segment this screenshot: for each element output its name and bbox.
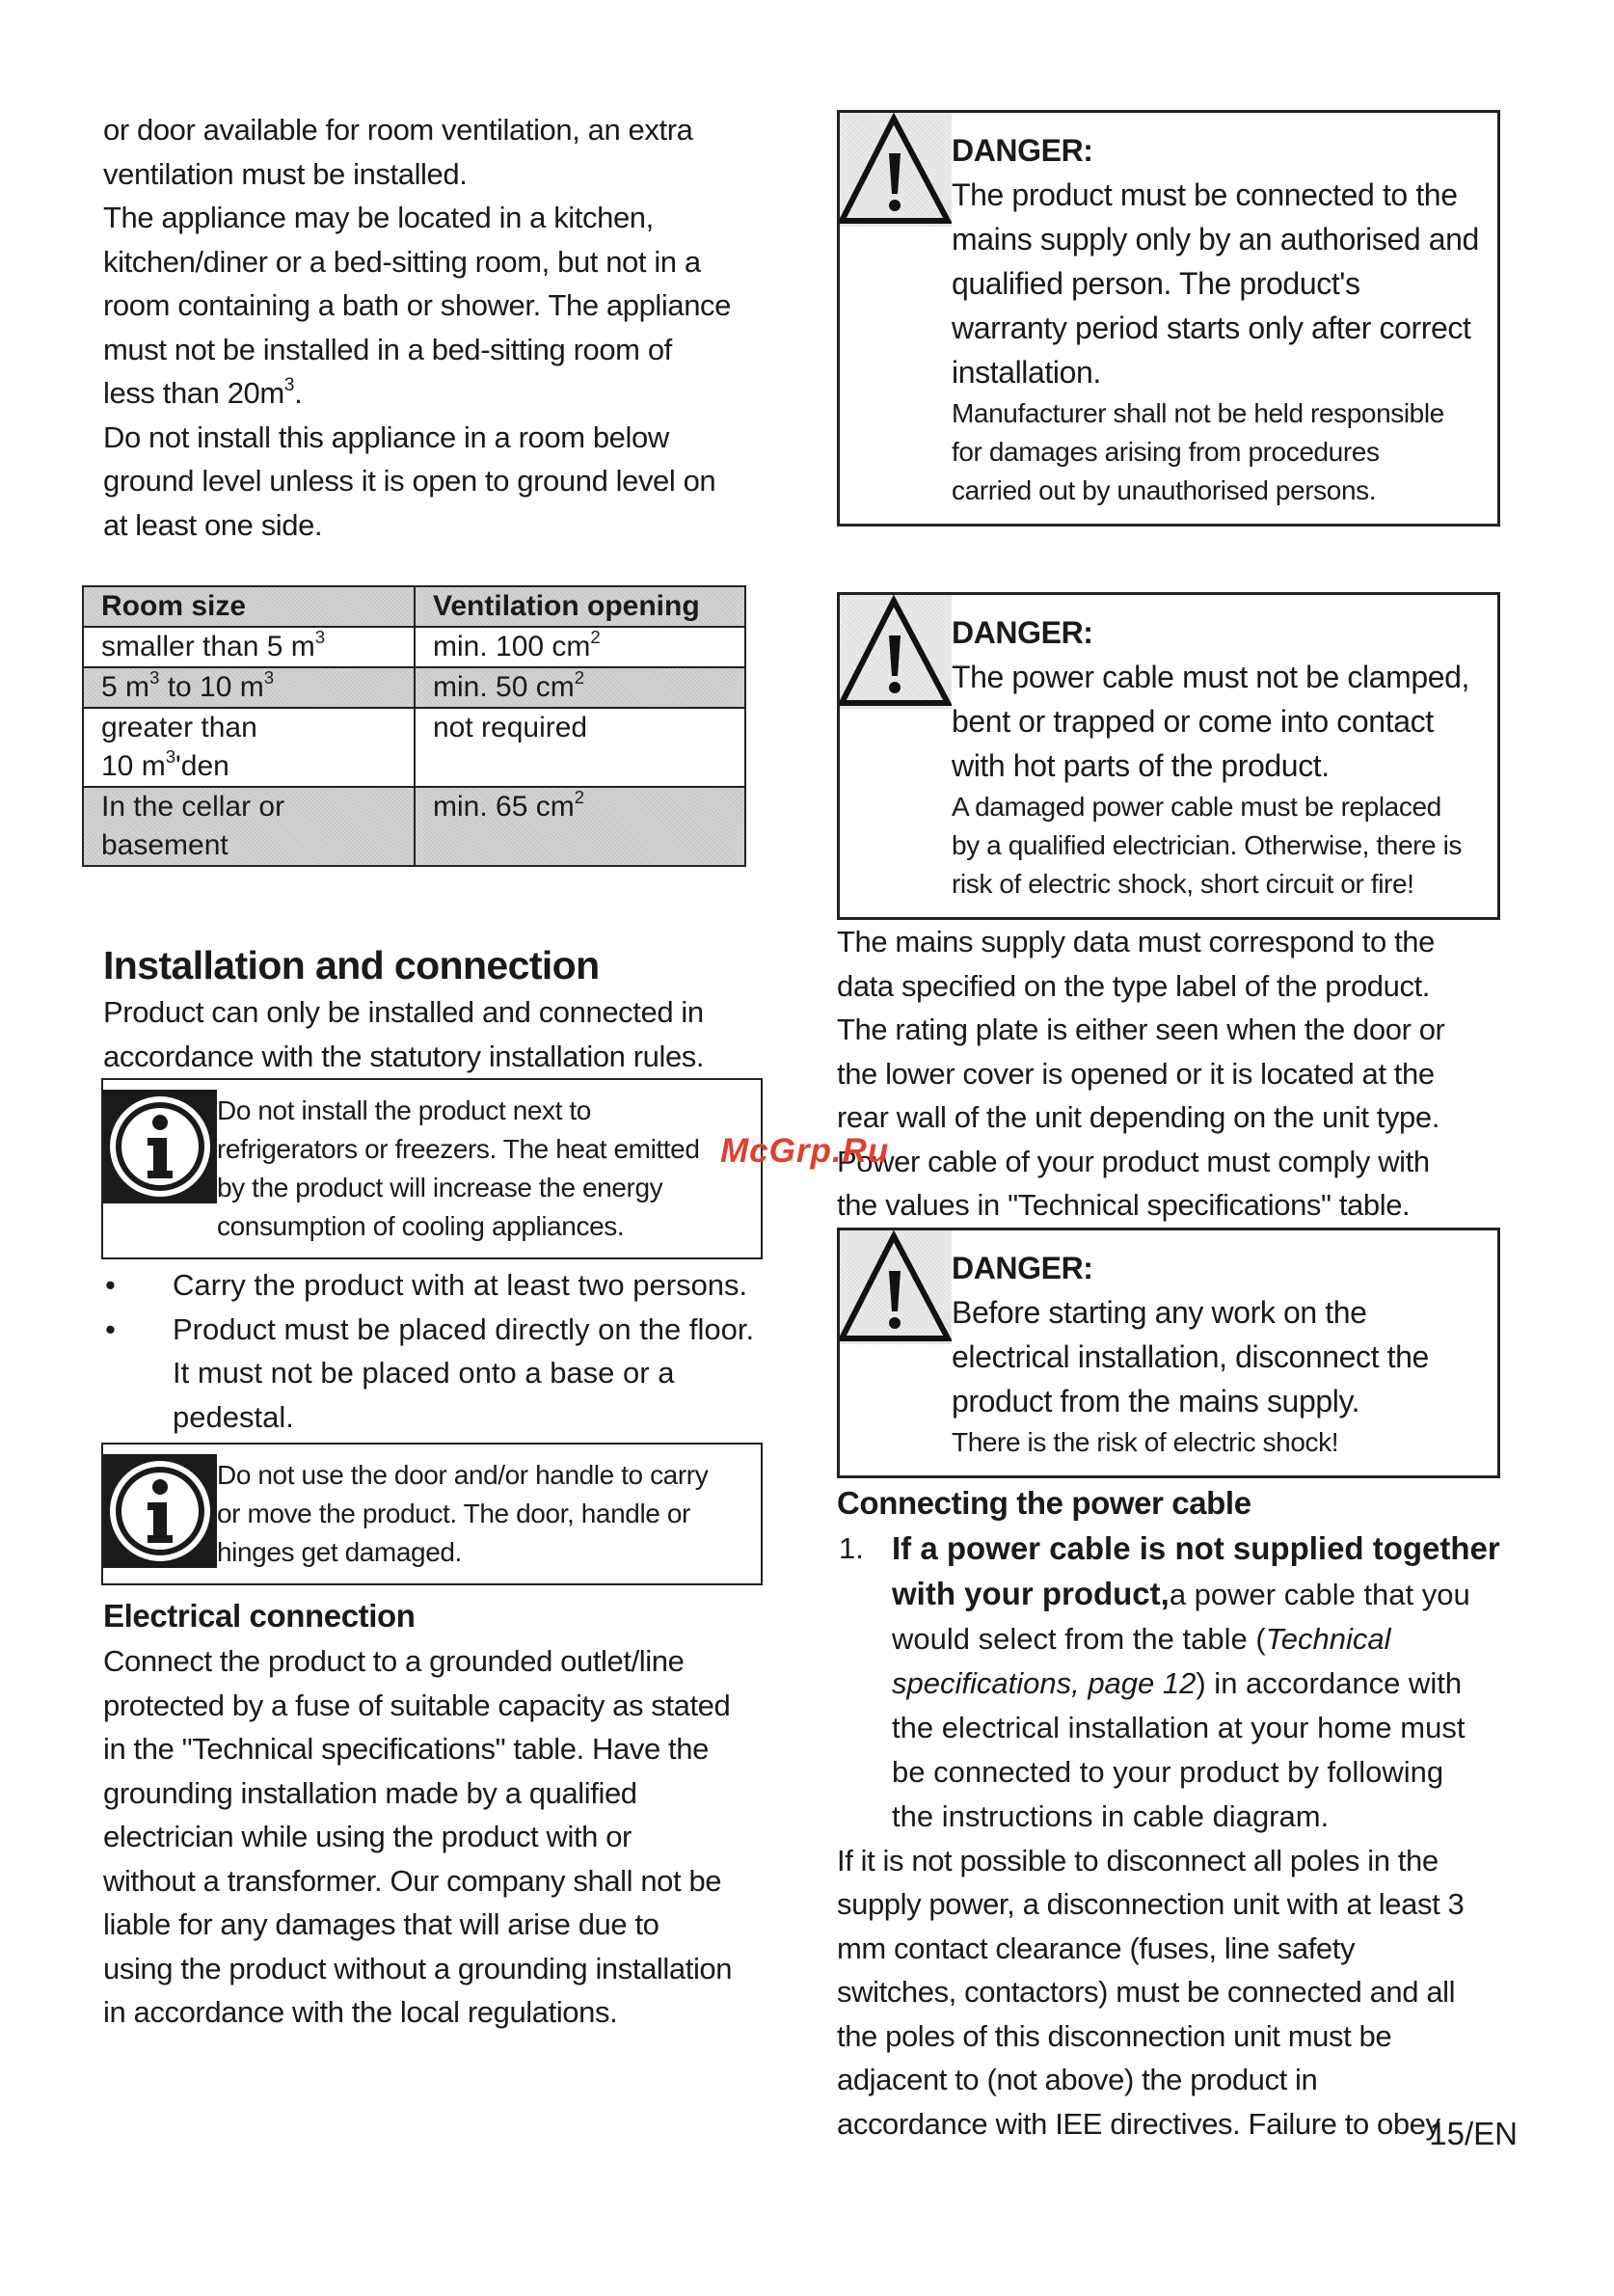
info-note-refrigerators [101,1078,763,1259]
text-line: The mains supply data must correspond to the [837,925,1435,959]
text-line: refrigerators or freezers. The heat emitted [217,1134,700,1164]
text-line: Before starting any work on the [952,1294,1367,1330]
text-line: risk of electric shock, short circuit or fire! [952,869,1414,899]
table-cell: 5 $m^3$ to 10 $m^3$ [83,667,415,708]
text-line: with hot parts of the product. [952,748,1330,783]
text-line: in the "Technical specifications" table. Have the [103,1732,709,1766]
text-line: product from the mains supply. [952,1383,1360,1418]
intro-paragraph [103,108,780,547]
danger-box-authorised-person [837,110,1500,527]
text-line: The product must be connected to the [952,177,1458,212]
table-header-cell: Room size [83,586,415,627]
text-line: without a transformer. Our company shall not be [103,1863,722,1898]
text-line: mm contact clearance (fuses, line safety [837,1931,1356,1965]
cable-steps-list [837,1526,1520,1839]
text-line: hinges get damaged. [217,1537,462,1567]
warning-triangle-icon [840,113,952,227]
text-line: supply power, a disconnection unit with at least 3 [837,1887,1465,1921]
text-line: consumption of cooling appliances. [217,1211,625,1241]
text-line: or move the product. The door, handle or [217,1499,690,1528]
list-item: • Carry the product with at least two persons. [103,1263,780,1308]
text-line: The power cable must not be clamped, [952,660,1470,694]
warning-icon-box [840,595,952,709]
text-line: Do not install this appliance in a room below [103,419,669,454]
table-row [83,667,745,708]
list-item: 1. If a power cable is not supplied together with your product,a power cable that you would select from the table (Technical specifications, page 12) in accordance with the electrical installation at your home must be connected to your product by following the instructions in cable diagram. [839,1529,1500,1833]
danger-box-disconnect [837,1228,1500,1478]
info-note-door-handle [101,1443,763,1585]
table-cell: min. 65 $cm^2$ [415,787,745,866]
text-line: must not be installed in a bed-sitting room of [103,332,672,366]
warning-triangle-icon [840,1230,952,1344]
text-line: Power cable of your product must comply with [837,1144,1430,1178]
text-line: in accordance with the local regulations. [103,1995,618,2029]
mains-supply-paragraph [837,920,1520,1228]
table-cell: In the cellar or basement [83,787,415,866]
text-line: The appliance may be located in a kitchen, [103,201,654,234]
text-line: data specified on the type label of the product. [837,968,1431,1003]
text-line: There is the risk of electric shock! [952,1426,1339,1457]
text-line: the lower cover is opened or it is located at the [837,1056,1435,1091]
table-row [83,787,745,866]
table-row [83,708,745,787]
info-icon [103,1090,217,1203]
text-line: accordance with IEE directives. Failure to obey [837,2106,1440,2141]
text-line: at least one side. [103,507,323,542]
text-line: by a qualified electrician. Otherwise, there is [952,830,1463,860]
text-line: warranty period starts only after correct [952,311,1471,345]
danger-title: DANGER: [952,133,1093,168]
bullet-list [103,1263,780,1439]
text-line: carried out by unauthorised persons. [952,475,1377,505]
text-line: qualified person. The product's [952,266,1360,301]
text-line: mains supply only by an authorised and [952,222,1479,257]
left-column [103,108,780,2035]
text-line: by the product will increase the energy [217,1173,663,1202]
text-line: the poles of this disconnection unit must be [837,2018,1392,2053]
text-line: liable for any damages that will arise due to [103,1907,659,1941]
text-line: electrician while using the product with or [103,1820,632,1853]
info-icon [103,1454,217,1568]
disconnect-poles-paragraph [837,1839,1520,2147]
text-line: using the product without a grounding installation [103,1951,733,1985]
text-line: accordance with the statutory installation rules. [103,1039,705,1073]
right-column [837,110,1520,2146]
text-line: ventilation must be installed. [103,156,468,191]
watermark: McGrp.Ru [720,1132,890,1170]
table-cell: smaller than 5 $m^3$ [83,627,415,667]
danger-box-power-cable [837,592,1500,920]
warning-triangle-icon [840,595,952,709]
warning-icon-box [840,113,952,227]
text-line: kitchen/diner or a bed-sitting room, but not in a [103,244,701,279]
text-line: electrical installation, disconnect the [952,1338,1429,1374]
text-line: A damaged power cable must be replaced [952,792,1441,822]
text-line: Do not install the product next to [217,1095,591,1125]
text-line: switches, contactors) must be connected and all [837,1975,1456,2009]
connecting-power-cable-heading: Connecting the power cable [837,1484,1251,1521]
danger-title: DANGER: [952,615,1093,650]
text-line: Do not use the door and/or handle to carry [217,1460,709,1490]
table-cell: min. 50 $cm^2$ [415,667,745,708]
text-line: If it is not possible to disconnect all poles in the [837,1843,1439,1877]
table-cell: min. 100 $cm^2$ [415,627,745,667]
list-item: • Product must be placed directly on the floor. It must not be placed onto a base or a pedestal. [103,1308,780,1440]
table-header-row [83,586,745,627]
text-line: the values in "Technical specifications" table. [837,1188,1411,1222]
text-line: less than $20m^3$. [103,374,303,410]
text-line: adjacent to (not above) the product in [837,2063,1318,2096]
text-line: Manufacturer shall not be held responsible [952,398,1444,428]
danger-title: DANGER: [952,1250,1093,1285]
text-line: Product can only be installed and connected in [103,995,704,1029]
installation-heading: Installation and connection [103,943,600,987]
text-line: for damages arising from procedures [952,437,1380,467]
electrical-paragraph [103,1639,780,2035]
ventilation-table [82,585,746,867]
text-line: rear wall of the unit depending on the unit type. [837,1100,1439,1134]
text-line: Connect the product to a grounded outlet/line [103,1644,685,1678]
page-number: 15/EN [1429,2116,1518,2151]
text-line: bent or trapped or come into contact [952,704,1434,739]
table-cell: greater than 10 $m^3'den$ [83,708,415,787]
text-line: protected by a fuse of suitable capacity as stated [103,1688,731,1722]
table-header-cell: Ventilation opening [415,586,745,627]
text-line: The rating plate is either seen when the door or [837,1013,1445,1046]
text-line: room containing a bath or shower. The appliance [103,288,732,322]
text-line: or door available for room ventilation, an extra [103,113,693,147]
warning-icon-box [840,1230,952,1344]
table-cell: not required [415,708,745,787]
table-row [83,627,745,667]
text-line: installation. [952,355,1101,390]
text-line: ground level unless it is open to ground level on [103,464,716,498]
electrical-connection-heading: Electrical connection [103,1598,416,1634]
text-line: grounding installation made by a qualified [103,1775,637,1810]
